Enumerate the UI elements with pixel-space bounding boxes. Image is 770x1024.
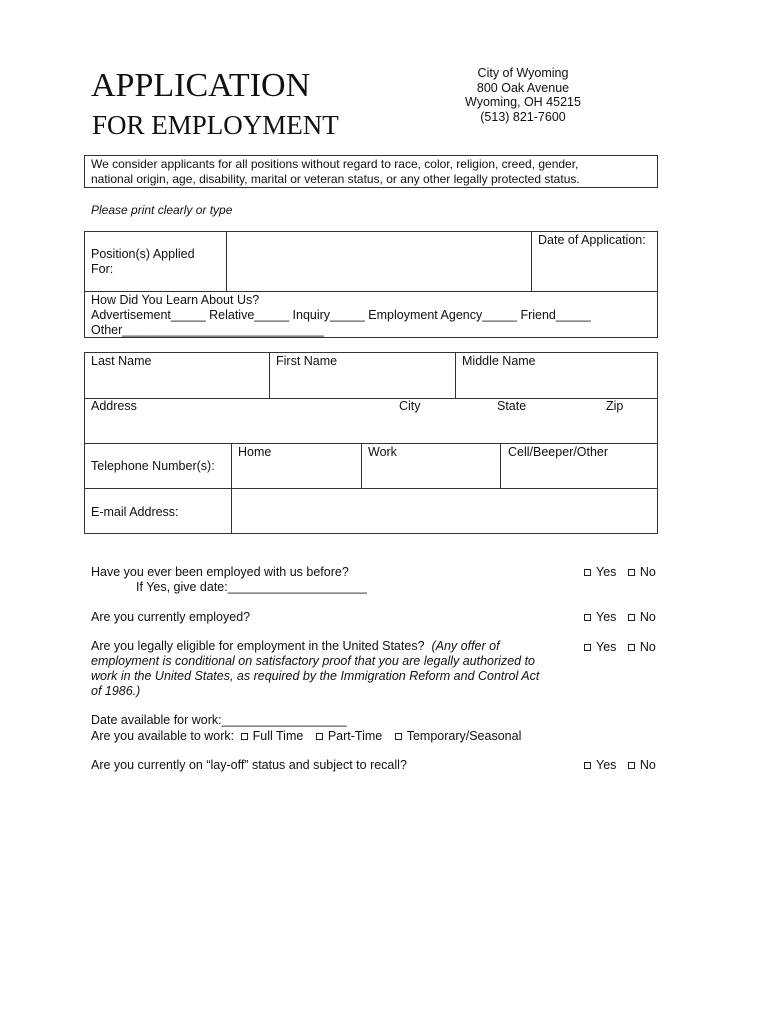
q2-options [584,610,656,625]
full-time-checkbox[interactable]: Full Time [241,729,304,743]
city-label: City [399,399,421,413]
checkbox-icon [628,644,635,651]
middle-name-field[interactable] [457,372,656,396]
instruction-text: Please print clearly or type [91,203,233,217]
q-employed-before: Have you ever been employed with us before? [91,565,349,579]
q1-yes-checkbox[interactable]: Yes [584,565,616,579]
temporary-checkbox[interactable]: Temporary/Seasonal [395,729,522,743]
q1-options [584,565,656,580]
middle-name-label: Middle Name [462,354,536,368]
last-name-label: Last Name [91,354,152,368]
divider [226,231,227,292]
divider [361,443,362,488]
telephone-label: Telephone Number(s): [91,459,215,473]
q3-options [584,640,656,655]
application-date-input[interactable] [533,250,656,290]
q4-options [584,758,656,773]
eeo-notice-text [91,157,580,187]
last-name-field[interactable] [86,372,267,396]
q-legally-eligible: Are you legally eligible for employment in the United States? (Any offer of employment is conditional on satisfactory proof that you are legally authorized to work in the United States, as required by the Immigration Reform and Control Act of 1986.) [91,639,540,698]
position-input[interactable] [228,233,529,290]
first-name-field[interactable] [271,372,453,396]
application-date-label: Date of Application: [538,233,646,247]
address-street: 800 Oak Avenue [476,80,570,95]
checkbox-icon [628,569,635,576]
email-label: E-mail Address: [91,505,179,519]
checkbox-icon [628,614,635,621]
divider [231,443,232,534]
checkbox-icon [395,733,402,740]
q3-yes-checkbox[interactable]: Yes [584,640,616,654]
checkbox-icon [628,762,635,769]
availability-label: Are you available to work: [91,729,235,743]
position-label: Position(s) Applied For: [91,247,195,276]
divider [84,398,658,399]
checkbox-icon [584,614,591,621]
referral-options[interactable]: Advertisement_____ Relative_____ Inquiry_____ Employment Agency_____ Friend_____ [91,308,591,322]
checkbox-icon [584,569,591,576]
state-label: State [497,399,527,413]
home-phone-field[interactable] [233,462,359,486]
work-phone-field[interactable] [363,462,498,486]
referral-question: How Did You Learn About Us? [91,293,260,307]
q2-no-checkbox[interactable]: No [628,610,656,624]
email-field[interactable] [233,490,656,532]
address-phone: (513) 821-7600 [480,109,566,124]
address-label: Address [91,399,137,413]
checkbox-icon [316,733,323,740]
address-city: City of Wyoming [477,66,569,80]
part-time-checkbox[interactable]: Part-Time [316,729,382,743]
address-citystate: Wyoming, OH 45215 [465,95,581,109]
employer-address [450,66,596,124]
work-phone-label: Work [368,445,397,459]
date-available-field[interactable]: Date available for work:__________________ [91,713,347,727]
q3-no-checkbox[interactable]: No [628,640,656,654]
form-title-line2: FOR EMPLOYMENT [92,110,339,140]
divider [455,352,456,398]
checkbox-icon [241,733,248,740]
address-field[interactable] [86,416,656,441]
referral-other[interactable]: Other_____________________________ [91,323,324,337]
cell-phone-field[interactable] [502,462,656,486]
checkbox-icon [584,644,591,651]
eeo-notice-line2: national origin, age, disability, marital or veteran status, or any other legally protected status. [91,172,580,186]
form-title [91,66,310,106]
divider [269,352,270,398]
divider [84,488,658,489]
divider [84,291,658,292]
eeo-notice-line1: We consider applicants for all positions without regard to race, color, religion, creed, gender, [91,157,579,171]
cell-phone-label: Cell/Beeper/Other [508,445,609,459]
form-title-line1: APPLICATION [91,67,311,104]
q4-no-checkbox[interactable]: No [628,758,656,772]
q-layoff-status: Are you currently on “lay-off” status and subject to recall? [91,758,407,772]
home-phone-label: Home [238,445,272,459]
form-subtitle [92,109,339,141]
divider [84,443,658,444]
availability-row [91,729,521,744]
referral-source [91,293,591,338]
zip-label: Zip [606,399,624,413]
first-name-label: First Name [276,354,338,368]
q-employed-before-date[interactable]: If Yes, give date:____________________ [136,580,367,594]
divider [500,443,501,488]
q1-no-checkbox[interactable]: No [628,565,656,579]
checkbox-icon [584,762,591,769]
q4-yes-checkbox[interactable]: Yes [584,758,616,772]
q-currently-employed: Are you currently employed? [91,610,251,624]
divider [531,231,532,292]
q2-yes-checkbox[interactable]: Yes [584,610,616,624]
